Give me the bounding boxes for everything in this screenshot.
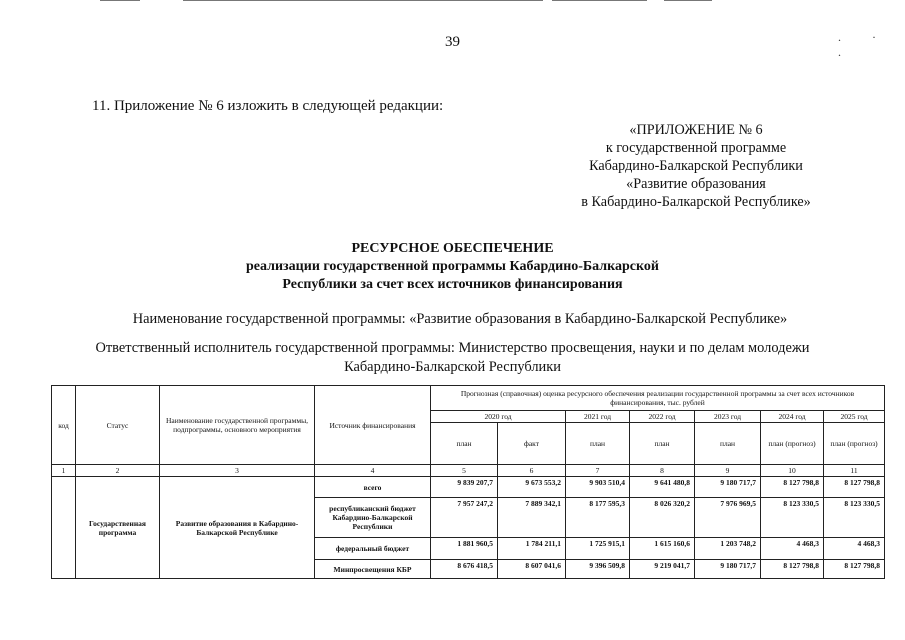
header-year: 2025 год	[824, 411, 885, 423]
cell-source: всего	[315, 477, 431, 498]
header-sub: план (прогноз)	[761, 423, 824, 465]
header-status: Статус	[76, 386, 160, 465]
title-line: РЕСУРСНОЕ ОБЕСПЕЧЕНИЕ	[351, 241, 554, 256]
column-number: 4	[315, 465, 431, 477]
header-sub: план	[431, 423, 498, 465]
cell-value: 8 607 041,6	[498, 560, 566, 579]
header-forecast: Прогнозная (справочная) оценка ресурсного обеспечения реализации государственной программы за счет всех источников финансирования, тыс. рублей	[431, 386, 885, 411]
column-number: 9	[695, 465, 761, 477]
table-row	[52, 477, 885, 498]
header-year: 2021 год	[566, 411, 630, 423]
cell-value: 1 881 960,5	[431, 538, 498, 560]
cell-value: 8 177 595,3	[566, 498, 630, 538]
scan-top-line	[664, 0, 712, 1]
cell-value: 9 180 717,7	[695, 477, 761, 498]
cell-value: 8 676 418,5	[431, 560, 498, 579]
cell-value: 1 203 748,2	[695, 538, 761, 560]
executor-line: Ответственный исполнитель государственной программы: Министерство просвещения, науки и по делам молодежи	[95, 340, 810, 356]
cell-value: 9 673 553,2	[498, 477, 566, 498]
column-number: 3	[160, 465, 315, 477]
title-line: реализации государственной программы Кабардино-Балкарской	[246, 259, 659, 274]
appendix-heading	[562, 121, 830, 211]
executor-line: Кабардино-Балкарской Республики	[344, 359, 561, 375]
cell-value: 7 957 247,2	[431, 498, 498, 538]
cell-value: 4 468,3	[824, 538, 885, 560]
cell-value: 8 127 798,8	[761, 560, 824, 579]
document-title	[0, 240, 905, 294]
header-code: код	[52, 386, 76, 465]
cell-value: 8 123 330,5	[824, 498, 885, 538]
cell-source: федеральный бюджет	[315, 538, 431, 560]
header-sub: план	[630, 423, 695, 465]
cell-value: 8 127 798,8	[761, 477, 824, 498]
appendix-line: «ПРИЛОЖЕНИЕ № 6	[629, 122, 763, 138]
responsible-executor	[0, 339, 905, 377]
cell-value: 9 641 480,8	[630, 477, 695, 498]
cell-value: 7 889 342,1	[498, 498, 566, 538]
cell-value: 7 976 969,5	[695, 498, 761, 538]
scan-specks: . · .	[838, 30, 890, 59]
program-name: Наименование государственной программы: «Развитие образования в Кабардино-Балкарской Республике»	[132, 311, 788, 327]
header-sub: план (прогноз)	[824, 423, 885, 465]
header-sub: план	[566, 423, 630, 465]
scan-top-line	[100, 0, 140, 1]
column-number: 8	[630, 465, 695, 477]
column-number: 2	[76, 465, 160, 477]
header-year: 2024 год	[761, 411, 824, 423]
cell-value: 9 396 509,8	[566, 560, 630, 579]
appendix-line: «Развитие образования	[626, 176, 766, 192]
amendment-item: 11. Приложение № 6 изложить в следующей редакции:	[92, 98, 444, 114]
cell-value: 8 026 320,2	[630, 498, 695, 538]
cell-source: республиканский бюджет Кабардино-Балкарской Республики	[315, 498, 431, 538]
column-number: 6	[498, 465, 566, 477]
cell-value: 9 180 717,7	[695, 560, 761, 579]
header-name: Наименование государственной программы, подпрограммы, основного мероприятия	[160, 386, 315, 465]
cell-value: 1 725 915,1	[566, 538, 630, 560]
appendix-line: к государственной программе	[605, 140, 787, 156]
cell-value: 9 219 041,7	[630, 560, 695, 579]
cell-code	[52, 477, 76, 579]
cell-value: 9 839 207,7	[431, 477, 498, 498]
header-sub: план	[695, 423, 761, 465]
column-number: 5	[431, 465, 498, 477]
appendix-line: в Кабардино-Балкарской Республике»	[581, 194, 811, 210]
cell-value: 8 127 798,8	[824, 477, 885, 498]
cell-value: 8 123 330,5	[761, 498, 824, 538]
header-year: 2022 год	[630, 411, 695, 423]
column-number: 1	[52, 465, 76, 477]
cell-source: Минпросвещения КБР	[315, 560, 431, 579]
cell-program: Развитие образования в Кабардино-Балкарской Республике	[160, 477, 315, 579]
column-number: 7	[566, 465, 630, 477]
cell-value: 8 127 798,8	[824, 560, 885, 579]
title-line: Республики за счет всех источников финансирования	[282, 277, 623, 292]
scan-top-line	[183, 0, 543, 1]
cell-value: 1 615 160,6	[630, 538, 695, 560]
cell-value: 4 468,3	[761, 538, 824, 560]
resource-table	[51, 385, 885, 579]
scan-top-line	[552, 0, 647, 1]
header-year: 2020 год	[431, 411, 566, 423]
page-number: 39	[445, 34, 460, 50]
cell-value: 9 903 510,4	[566, 477, 630, 498]
header-source: Источник финансирования	[315, 386, 431, 465]
header-year: 2023 год	[695, 411, 761, 423]
column-number: 10	[761, 465, 824, 477]
cell-value: 1 784 211,1	[498, 538, 566, 560]
appendix-line: Кабардино-Балкарской Республики	[589, 158, 803, 174]
header-sub: факт	[498, 423, 566, 465]
column-number: 11	[824, 465, 885, 477]
cell-status: Государственная программа	[76, 477, 160, 579]
